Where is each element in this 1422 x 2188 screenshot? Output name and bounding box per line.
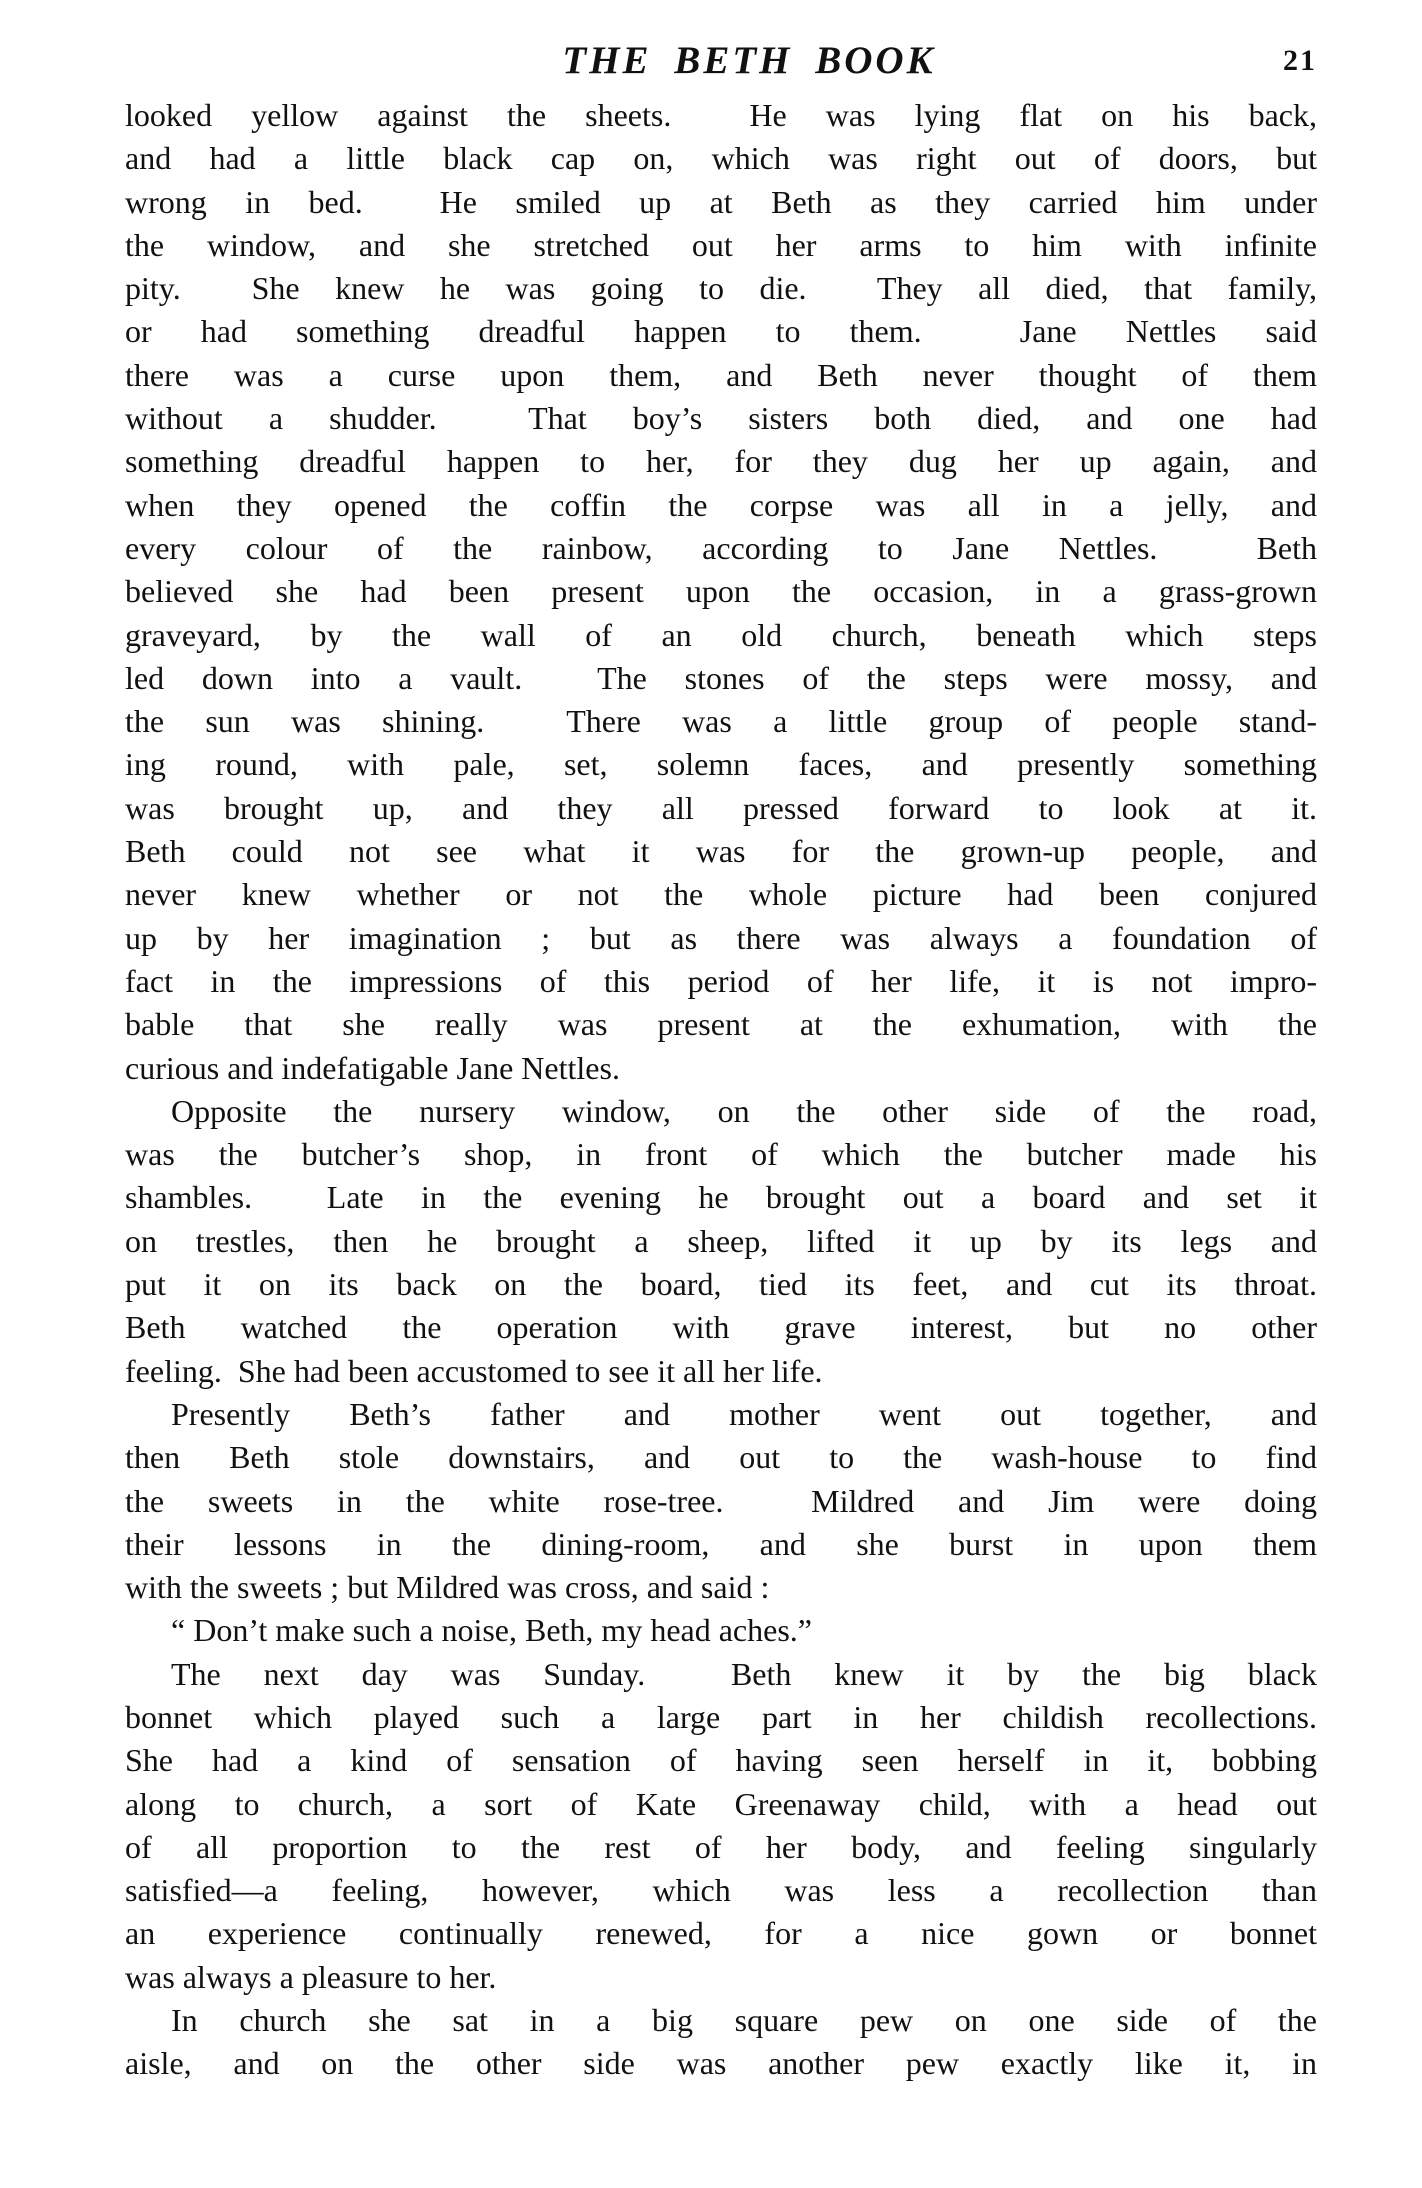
paragraph — [125, 94, 1317, 1090]
text-line: curious and indefatigable Jane Nettles. — [125, 1049, 620, 1086]
text-line: was always a pleasure to her. — [125, 1958, 497, 1995]
text-line: wrong in bed. He smiled up at Beth as they carried him under — [125, 183, 1317, 220]
text-line: feeling. She had been accustomed to see it all her life. — [125, 1352, 823, 1389]
text-line: of all proportion to the rest of her body, and feeling singularly — [125, 1828, 1317, 1865]
text-line: an experience continually renewed, for a nice gown or bonnet — [125, 1915, 1317, 1952]
text-line: The next day was Sunday. Beth knew it by the big black — [171, 1655, 1317, 1692]
text-line: put it on its back on the board, tied its feet, and cut its throat. — [125, 1266, 1317, 1303]
text-line: shambles. Late in the evening he brought out a board and set it — [125, 1179, 1317, 1216]
text-line: bonnet which played such a large part in her childish recollections. — [125, 1698, 1317, 1735]
text-line: Beth could not see what it was for the grown-up people, and — [125, 833, 1317, 870]
paragraph — [125, 1999, 1317, 2086]
text-line: something dreadful happen to her, for they dug her up again, and — [125, 443, 1317, 480]
text-line: along to church, a sort of Kate Greenaway child, with a head out — [125, 1785, 1317, 1822]
text-line: without a shudder. That boy’s sisters both died, and one had — [125, 400, 1317, 437]
paragraph — [125, 1393, 1317, 1609]
paragraph — [125, 1090, 1317, 1393]
text-line: graveyard, by the wall of an old church, beneath which steps — [125, 616, 1317, 653]
text-line: led down into a vault. The stones of the steps were mossy, and — [125, 659, 1317, 696]
page-number: 21 — [1283, 43, 1317, 77]
text-line: looked yellow against the sheets. He was lying flat on his back, — [125, 97, 1317, 133]
text-line: satisfied—a feeling, however, which was less a recollection than — [125, 1872, 1317, 1909]
text-line: aisle, and on the other side was another pew exactly like it, in — [125, 2045, 1317, 2082]
text-line: the window, and she stretched out her arms to him with infinite — [125, 226, 1317, 263]
text-line: pity. She knew he was going to die. They all died, that family, — [125, 270, 1317, 307]
text-line: every colour of the rainbow, according to Jane Nettles. Beth — [125, 529, 1317, 566]
text-line: up by her imagination ; but as there was always a foundation of — [125, 919, 1317, 956]
text-line: and had a little black cap on, which was right out of doors, but — [125, 140, 1317, 177]
text-line: the sun was shining. There was a little group of people stand- — [125, 703, 1317, 740]
paragraph — [125, 1609, 1317, 1652]
text-line: with the sweets ; but Mildred was cross, and said : — [125, 1569, 770, 1606]
text-line: ing round, with pale, set, solemn faces, and presently something — [125, 746, 1317, 783]
page-header — [125, 38, 1317, 83]
text-line: then Beth stole downstairs, and out to the wash-house to find — [125, 1439, 1317, 1476]
text-line: was the butcher’s shop, in front of which the butcher made his — [125, 1136, 1317, 1173]
text-line: on trestles, then he brought a sheep, lifted it up by its legs and — [125, 1222, 1317, 1259]
text-line: Beth watched the operation with grave interest, but no other — [125, 1309, 1317, 1346]
text-line: there was a curse upon them, and Beth never thought of them — [125, 356, 1317, 393]
text-line: when they opened the coffin the corpse was all in a jelly, and — [125, 486, 1317, 523]
text-line: She had a kind of sensation of having seen herself in it, bobbing — [125, 1742, 1317, 1779]
text-line: bable that she really was present at the exhumation, with the — [125, 1006, 1317, 1043]
text-line: the sweets in the white rose-tree. Mildred and Jim were doing — [125, 1482, 1317, 1519]
text-line: their lessons in the dining-room, and she burst in upon them — [125, 1525, 1317, 1562]
paragraph — [125, 1653, 1317, 1999]
text-line: was brought up, and they all pressed forward to look at it. — [125, 789, 1317, 826]
running-title: THE BETH BOOK — [562, 39, 936, 82]
text-line: or had something dreadful happen to them. Jane Nettles said — [125, 313, 1317, 350]
text-line: Opposite the nursery window, on the other side of the road, — [171, 1092, 1317, 1129]
body-text — [125, 94, 1317, 2086]
text-line: In church she sat in a big square pew on one side of the — [171, 2002, 1317, 2039]
text-line: Presently Beth’s father and mother went out together, and — [171, 1395, 1317, 1432]
text-line: “ Don’t make such a noise, Beth, my head aches.” — [171, 1612, 812, 1649]
text-line: never knew whether or not the whole picture had been conjured — [125, 876, 1317, 913]
text-line: fact in the impressions of this period of her life, it is not impro- — [125, 962, 1317, 999]
text-line: believed she had been present upon the occasion, in a grass-grown — [125, 573, 1317, 610]
